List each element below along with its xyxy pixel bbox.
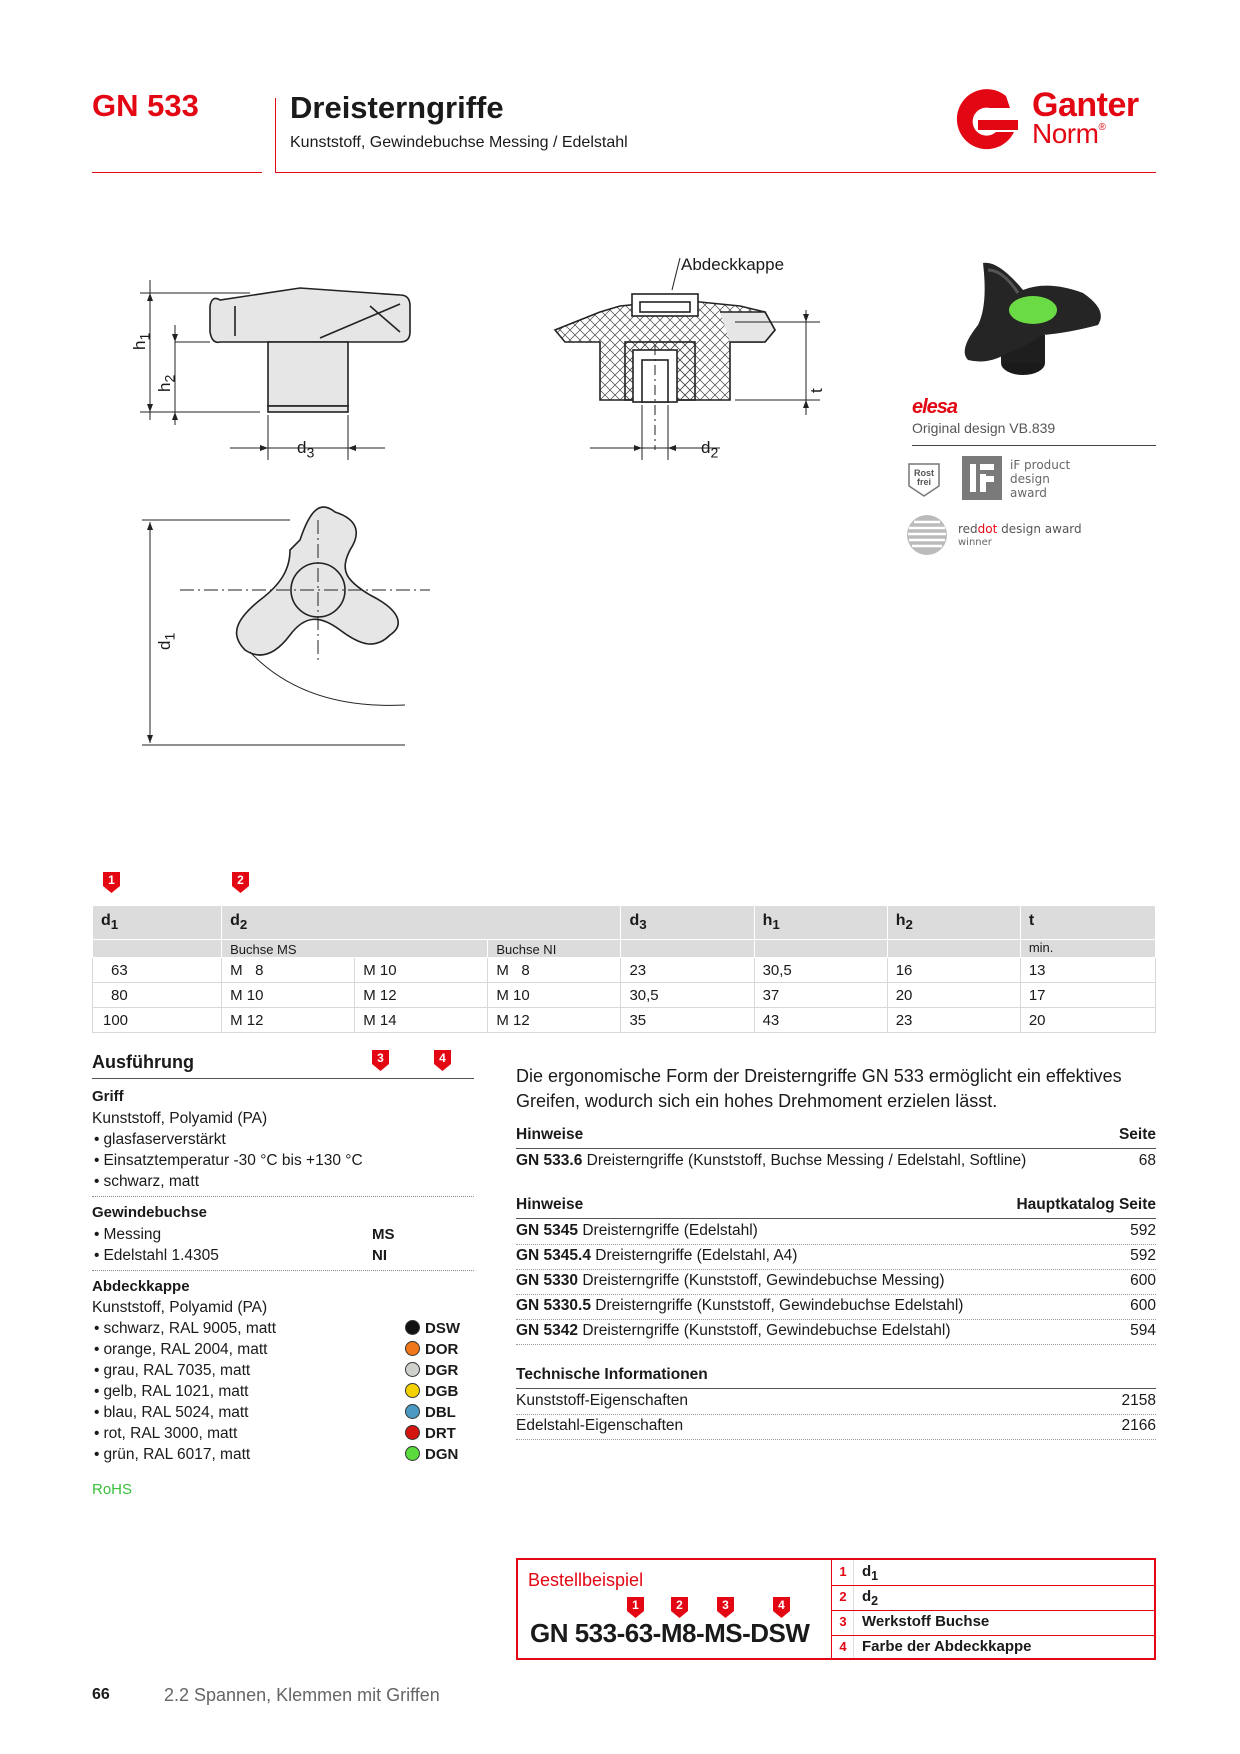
legend-text [862, 1588, 878, 1608]
page-title: Dreisterngriffe [290, 90, 504, 125]
reference-text [516, 1247, 797, 1265]
kappe-code [405, 1425, 456, 1442]
order-marker-num: 2 [676, 1598, 683, 1612]
reddot-winner: winner [958, 537, 992, 548]
reference-desc: Dreisterngriffe (Edelstahl) [578, 1222, 758, 1239]
order-marker-3 [717, 1597, 734, 1618]
color-swatch-icon [405, 1446, 420, 1461]
order-marker-2 [671, 1597, 688, 1618]
kappe-code [405, 1404, 456, 1421]
reference-row [516, 1272, 1156, 1290]
reference-page: 594 [1130, 1322, 1156, 1339]
reference-page: 68 [1138, 1152, 1156, 1169]
marker-1: 1 [103, 872, 120, 893]
top-view [237, 507, 399, 655]
hinweise-header-2: Hinweise Hauptkatalog Seite [516, 1196, 1156, 1213]
reference-desc: Kunststoff-Eigenschaften [516, 1392, 689, 1409]
reference-text [516, 1297, 963, 1315]
buchse-item: • Messing [94, 1226, 161, 1244]
rule [516, 1218, 1156, 1219]
legend-num: 1 [839, 1564, 847, 1579]
label-d3: $d_3$ [297, 438, 315, 462]
legend-label: d [862, 1563, 872, 1580]
rule [516, 1148, 1156, 1149]
page-subtitle: Kunststoff, Gewindebuchse Messing / Edelstahl [290, 134, 628, 151]
color-swatch-icon [405, 1341, 420, 1356]
buchse-title: Gewindebuchse [92, 1204, 208, 1221]
reference-row [516, 1392, 1156, 1410]
brand-name: Ganter [1032, 86, 1139, 124]
legend-divider [831, 1610, 1154, 1611]
griff-material: Kunststoff, Polyamid (PA) [92, 1110, 268, 1127]
kappe-code-text: DRT [425, 1425, 456, 1442]
label-d1: $d_1$ [155, 632, 179, 650]
legend-label: d [862, 1588, 872, 1605]
tech-header: Technische Informationen [516, 1366, 708, 1383]
subcol-buchse-ni: Buchse NI [488, 940, 621, 958]
reference-row [516, 1297, 1156, 1315]
brand-name-norm: Norm® [1032, 118, 1106, 149]
griff-bullet: • Einsatztemperatur -30 °C bis +130 °C [94, 1152, 363, 1170]
reference-text [516, 1222, 758, 1240]
col-d3: $d_3$ [621, 906, 754, 940]
kappe-code-text: DBL [425, 1404, 456, 1421]
order-marker-4 [773, 1597, 790, 1618]
order-marker-num: 4 [778, 1598, 785, 1612]
divider [92, 1196, 474, 1197]
reference-text [516, 1322, 951, 1340]
order-marker-num: 3 [722, 1598, 729, 1612]
side-view [210, 288, 410, 412]
order-title: Bestellbeispiel [528, 1570, 644, 1590]
kappe-code-text: DOR [425, 1341, 459, 1358]
if-award-text: iF product design award [1010, 458, 1071, 500]
legend-text [862, 1638, 1032, 1658]
legend-num: 3 [839, 1614, 847, 1629]
footer-section: 2.2 Spannen, Klemmen mit Griffen [164, 1685, 440, 1705]
color-swatch-icon [405, 1362, 420, 1377]
kappe-item: • rot, RAL 3000, matt [94, 1425, 237, 1443]
reddot-text: reddot design award [958, 522, 1082, 536]
kappe-item: • schwarz, RAL 9005, matt [94, 1320, 276, 1338]
order-marker-num: 1 [632, 1598, 639, 1612]
legend-num: 2 [839, 1589, 847, 1604]
divider [516, 1344, 1156, 1345]
label-h1: $h_1$ [130, 332, 154, 350]
reference-row [516, 1222, 1156, 1240]
divider [516, 1319, 1156, 1320]
buchse-code: NI [372, 1247, 387, 1264]
divider [516, 1439, 1156, 1440]
brand-logo-mark [950, 88, 1024, 157]
reference-page: 600 [1130, 1272, 1156, 1289]
reference-page: 592 [1130, 1222, 1156, 1239]
color-swatch-icon [405, 1383, 420, 1398]
color-swatch-icon [405, 1404, 420, 1419]
kappe-code-text: DGB [425, 1383, 459, 1400]
color-swatch-icon [405, 1320, 420, 1335]
legend-divider [831, 1635, 1154, 1636]
col-t: t [1020, 906, 1155, 940]
order-marker-1 [627, 1597, 644, 1618]
marker-3: 3 [372, 1050, 389, 1071]
kappe-item: • blau, RAL 5024, matt [94, 1404, 248, 1422]
marker-2: 2 [232, 872, 249, 893]
col-h1: $h_1$ [754, 906, 887, 940]
reference-code: GN 5330 [516, 1272, 579, 1289]
product-photo [948, 255, 1118, 385]
reddot-logo [906, 514, 948, 556]
reference-code: GN 5345.4 [516, 1247, 591, 1264]
kappe-code-text: DSW [425, 1320, 460, 1337]
hinweise-header: Hinweise Seite [516, 1126, 1156, 1143]
reference-row [516, 1152, 1156, 1170]
marker-4: 4 [434, 1050, 451, 1071]
reference-page: 2166 [1121, 1417, 1156, 1434]
rule [516, 1388, 1156, 1389]
ausfuehrung-title: Ausführung [92, 1052, 194, 1072]
kappe-code [405, 1320, 460, 1337]
kappe-item: • grün, RAL 6017, matt [94, 1446, 250, 1464]
label-t: t [807, 388, 826, 393]
rohs-label: RoHS [92, 1481, 133, 1498]
buchse-code: MS [372, 1226, 395, 1243]
kappe-item: • orange, RAL 2004, matt [94, 1341, 267, 1359]
kappe-code-text: DGN [425, 1446, 459, 1463]
table-row: 63 M 8 M 10 M 8 23 30,5 16 13 [93, 958, 1156, 983]
product-code: GN 533 [92, 88, 199, 123]
original-design: Original design VB.839 [912, 420, 1056, 436]
divider [92, 1270, 474, 1271]
reference-text [516, 1417, 683, 1435]
reference-row [516, 1247, 1156, 1265]
header-rule-left [92, 172, 262, 173]
kappe-code [405, 1362, 458, 1379]
kappe-item: • grau, RAL 7035, matt [94, 1362, 250, 1380]
legend-num: 4 [839, 1639, 847, 1654]
elesa-logo: elesa [912, 396, 958, 418]
legend-text [862, 1563, 878, 1583]
table-row: 100 M 12 M 14 M 12 35 43 23 20 [93, 1008, 1156, 1033]
reference-text [516, 1272, 944, 1290]
divider [516, 1269, 1156, 1270]
kappe-code [405, 1446, 458, 1463]
col-d2: $d_2$ [222, 906, 621, 940]
color-swatch-icon [405, 1425, 420, 1440]
reference-page: 592 [1130, 1247, 1156, 1264]
kappe-code [405, 1341, 458, 1358]
dimension-table [92, 905, 1156, 1033]
buchse-item: • Edelstahl 1.4305 [94, 1247, 219, 1265]
reference-desc: Dreisterngriffe (Kunststoff, Gewindebuchse Messing) [578, 1272, 945, 1289]
divider [516, 1294, 1156, 1295]
griff-bullet: • schwarz, matt [94, 1173, 199, 1191]
col-h2: $h_2$ [887, 906, 1020, 940]
reference-code: GN 5345 [516, 1222, 579, 1239]
technical-drawing [120, 250, 820, 770]
header-rule-right [276, 172, 1156, 173]
reference-desc: Edelstahl-Eigenschaften [516, 1417, 684, 1434]
legend-label: Werkstoff Buchse [862, 1613, 990, 1630]
page-number: 66 [92, 1686, 110, 1703]
if-logo [962, 456, 1002, 500]
ausfuehrung-rule [92, 1078, 474, 1079]
order-code: GN 533-63-M8-MS-DSW [530, 1618, 810, 1648]
reference-code: GN 5330.5 [516, 1297, 591, 1314]
legend-sub: 1 [871, 1569, 879, 1583]
kappe-title: Abdeckkappe [92, 1278, 190, 1295]
side-rule [912, 445, 1156, 446]
section-view [555, 294, 775, 402]
kappe-code-text: DGR [425, 1362, 459, 1379]
reference-desc: Dreisterngriffe (Kunststoff, Gewindebuchse Edelstahl) [578, 1322, 951, 1339]
rostfrei-badge: Rost frei [905, 458, 943, 498]
reference-desc: Dreisterngriffe (Kunststoff, Buchse Messing / Edelstahl, Softline) [582, 1152, 1027, 1169]
label-h2: $h_2$ [155, 374, 179, 392]
intro-text: Die ergonomische Form der Dreisterngriffe GN 533 ermöglicht ein effektives Greifen, wodurch sich ein hohes Drehmoment erzielen lässt. [516, 1066, 1122, 1111]
reference-code: GN 533.6 [516, 1152, 583, 1169]
reference-desc: Dreisterngriffe (Edelstahl, A4) [590, 1247, 798, 1264]
kappe-material: Kunststoff, Polyamid (PA) [92, 1299, 268, 1316]
reference-page: 600 [1130, 1297, 1156, 1314]
reference-page: 2158 [1121, 1392, 1156, 1409]
griff-bullet: • glasfaserverstärkt [94, 1131, 226, 1149]
table-row: 80 M 10 M 12 M 10 30,5 37 20 17 [93, 983, 1156, 1008]
reference-row [516, 1417, 1156, 1435]
reference-code: GN 5342 [516, 1322, 579, 1339]
label-abdeckkappe: Abdeckkappe [681, 255, 785, 274]
reference-text [516, 1392, 688, 1410]
legend-sub: 2 [871, 1594, 879, 1608]
reference-row [516, 1322, 1156, 1340]
header-divider [275, 98, 276, 173]
divider [516, 1414, 1156, 1415]
griff-title: Griff [92, 1088, 124, 1105]
subcol-min: min. [1020, 940, 1155, 958]
reference-desc: Dreisterngriffe (Kunststoff, Gewindebuchse Edelstahl) [590, 1297, 964, 1314]
col-d1: $d_1$ [93, 906, 222, 940]
legend-label: Farbe der Abdeckkappe [862, 1638, 1032, 1655]
divider [516, 1244, 1156, 1245]
legend-divider [831, 1585, 1154, 1586]
label-d2: $d_2$ [701, 438, 719, 462]
reference-text [516, 1152, 1026, 1170]
kappe-item: • gelb, RAL 1021, matt [94, 1383, 248, 1401]
legend-text [862, 1613, 989, 1633]
subcol-buchse-ms: Buchse MS [222, 940, 488, 958]
kappe-code [405, 1383, 458, 1400]
